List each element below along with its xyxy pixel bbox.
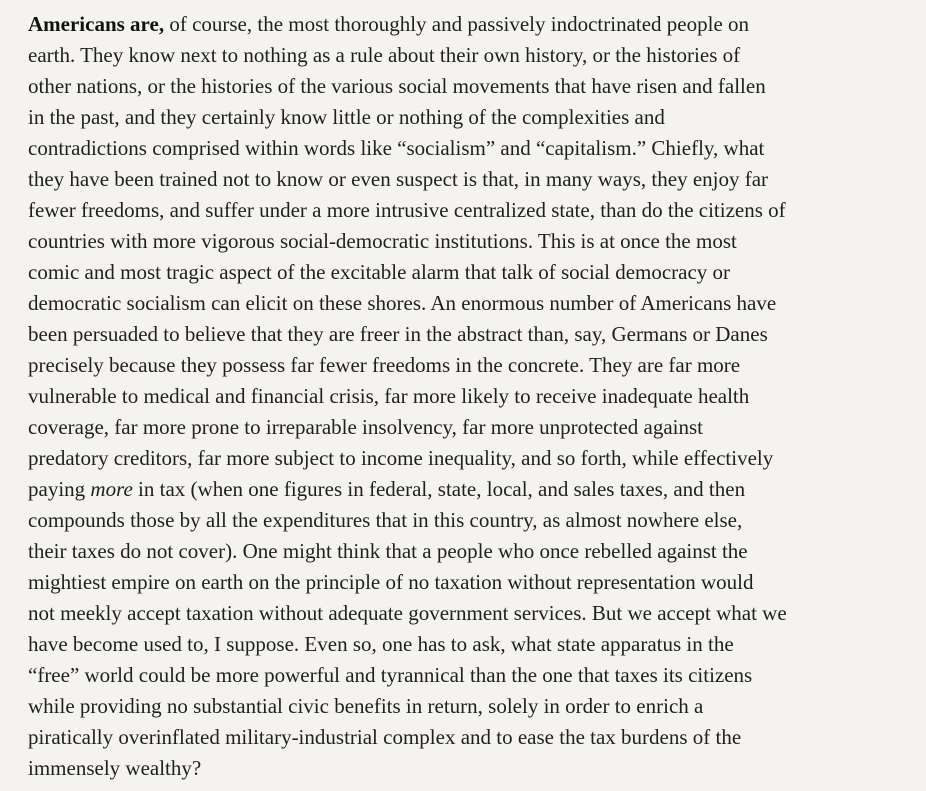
text-line: compounds those by all the expenditures that in this country, as almost nowhere else,: [28, 508, 743, 532]
text-segment: of course, the most thoroughly and passively indoctrinated people on: [164, 12, 750, 36]
text-line: democratic socialism can elicit on these shores. An enormous number of Americans have: [28, 291, 777, 315]
text-line: fewer freedoms, and suffer under a more intrusive centralized state, than do the citizens of: [28, 198, 786, 222]
lead-in: Americans are,: [28, 12, 165, 36]
text-line: while providing no substantial civic benefits in return, solely in order to enrich a: [28, 694, 704, 718]
text-line: countries with more vigorous social-democratic institutions. This is at once the most: [28, 229, 737, 253]
text-line: earth. They know next to nothing as a rule about their own history, or the histories of: [28, 43, 741, 67]
text-line: been persuaded to believe that they are freer in the abstract than, say, Germans or Danes: [28, 322, 768, 346]
text-line: mightiest empire on earth on the principle of no taxation without representation would: [28, 570, 754, 594]
text-line: predatory creditors, far more subject to income inequality, and so forth, while effectively: [28, 446, 774, 470]
text-line: contradictions comprised within words like “socialism” and “capitalism.” Chiefly, what: [28, 136, 765, 160]
text-line: [28, 9, 906, 40]
text-line: they have been trained not to know or even suspect is that, in many ways, they enjoy far: [28, 167, 769, 191]
text-line: their taxes do not cover). One might think that a people who once rebelled against the: [28, 539, 748, 563]
text-line: coverage, far more prone to irreparable insolvency, far more unprotected against: [28, 415, 703, 439]
text-segment: in tax (when one figures in federal, state, local, and sales taxes, and then: [132, 477, 746, 501]
text-line: have become used to, I suppose. Even so, one has to ask, what state apparatus in the: [28, 632, 734, 656]
emphasis-word: more: [90, 477, 133, 501]
article-paragraph: [28, 9, 906, 784]
text-line: other nations, or the histories of the various social movements that have risen and fallen: [28, 74, 766, 98]
text-line: vulnerable to medical and financial crisis, far more likely to receive inadequate health: [28, 384, 750, 408]
text-line: “free” world could be more powerful and tyrannical than the one that taxes its citizens: [28, 663, 753, 687]
text-segment: paying: [28, 477, 91, 501]
text-line: comic and most tragic aspect of the excitable alarm that talk of social democracy or: [28, 260, 731, 284]
text-line: [28, 474, 906, 505]
text-line: precisely because they possess far fewer freedoms in the concrete. They are far more: [28, 353, 741, 377]
text-line: immensely wealthy?: [28, 756, 202, 780]
text-line: not meekly accept taxation without adequate government services. But we accept what we: [28, 601, 787, 625]
text-line: in the past, and they certainly know little or nothing of the complexities and: [28, 105, 665, 129]
text-line: piratically overinflated military-industrial complex and to ease the tax burdens of the: [28, 725, 742, 749]
